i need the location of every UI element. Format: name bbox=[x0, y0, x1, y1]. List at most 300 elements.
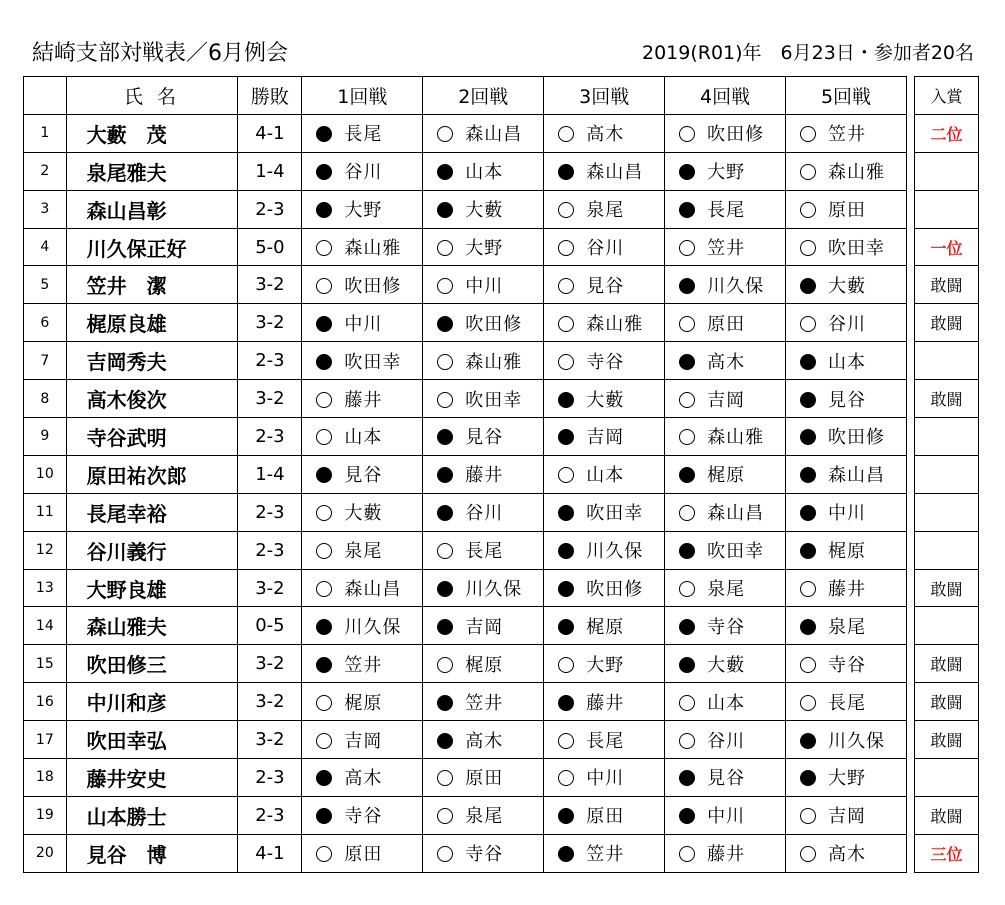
opponent-name: 吉岡 bbox=[828, 806, 867, 828]
black-circle-icon bbox=[800, 543, 816, 559]
game-cell bbox=[423, 152, 544, 190]
black-circle-icon bbox=[437, 467, 453, 483]
award-cell: 敢闘 bbox=[915, 645, 979, 683]
black-circle-icon bbox=[437, 505, 453, 521]
header-record: 勝敗 bbox=[238, 77, 302, 115]
white-circle-icon bbox=[679, 316, 695, 332]
table-row bbox=[24, 683, 907, 721]
game-cell bbox=[544, 342, 665, 380]
game-cell bbox=[665, 266, 786, 304]
player-number: 13 bbox=[24, 569, 67, 607]
player-record: 2-3 bbox=[238, 342, 302, 380]
game-cell bbox=[665, 493, 786, 531]
player-name: 寺谷武明 bbox=[66, 418, 238, 456]
player-record: 3-2 bbox=[238, 683, 302, 721]
game-cell bbox=[786, 796, 907, 834]
game-cell bbox=[786, 607, 907, 645]
white-circle-icon bbox=[679, 240, 695, 256]
award-row bbox=[915, 683, 979, 721]
table-row bbox=[24, 228, 907, 266]
player-name: 谷川義行 bbox=[66, 531, 238, 569]
black-circle-icon bbox=[679, 808, 695, 824]
game-cell bbox=[423, 796, 544, 834]
game-cell bbox=[665, 190, 786, 228]
opponent-name: 中川 bbox=[344, 313, 383, 335]
black-circle-icon bbox=[316, 164, 332, 180]
white-circle-icon bbox=[800, 846, 816, 862]
opponent-name: 吹田幸 bbox=[344, 351, 402, 373]
opponent-name: 藤井 bbox=[344, 389, 383, 411]
award-cell bbox=[915, 759, 979, 797]
award-row bbox=[915, 607, 979, 645]
game-cell bbox=[302, 569, 423, 607]
opponent-name: 泉尾 bbox=[344, 541, 383, 563]
black-circle-icon bbox=[800, 429, 816, 445]
game-cell bbox=[544, 114, 665, 152]
game-cell bbox=[665, 152, 786, 190]
opponent-name: 寺谷 bbox=[707, 616, 746, 638]
opponent-name: 梶原 bbox=[465, 654, 504, 676]
award-cell: 敢闘 bbox=[915, 683, 979, 721]
white-circle-icon bbox=[679, 846, 695, 862]
black-circle-icon bbox=[437, 619, 453, 635]
header-round-5: 5回戦 bbox=[786, 77, 907, 115]
black-circle-icon bbox=[316, 202, 332, 218]
white-circle-icon bbox=[437, 240, 453, 256]
table-row bbox=[24, 152, 907, 190]
opponent-name: 長尾 bbox=[707, 200, 746, 222]
award-row bbox=[915, 569, 979, 607]
game-cell bbox=[302, 455, 423, 493]
game-cell bbox=[544, 531, 665, 569]
game-cell bbox=[423, 228, 544, 266]
award-table bbox=[914, 76, 979, 873]
award-row bbox=[915, 531, 979, 569]
opponent-name: 中川 bbox=[707, 806, 746, 828]
game-cell bbox=[302, 683, 423, 721]
award-cell bbox=[915, 190, 979, 228]
game-cell bbox=[665, 114, 786, 152]
opponent-name: 泉尾 bbox=[465, 806, 504, 828]
award-cell: 敢闘 bbox=[915, 721, 979, 759]
player-name: 吹田修三 bbox=[66, 645, 238, 683]
black-circle-icon bbox=[558, 581, 574, 597]
player-number: 12 bbox=[24, 531, 67, 569]
game-cell bbox=[423, 607, 544, 645]
game-cell bbox=[665, 607, 786, 645]
opponent-name: 吉岡 bbox=[707, 389, 746, 411]
game-cell bbox=[544, 380, 665, 418]
match-table bbox=[23, 76, 907, 873]
game-cell bbox=[302, 380, 423, 418]
player-name: 吉岡秀夫 bbox=[66, 342, 238, 380]
player-number: 2 bbox=[24, 152, 67, 190]
opponent-name: 谷川 bbox=[707, 730, 746, 752]
game-cell bbox=[302, 796, 423, 834]
opponent-name: 見谷 bbox=[344, 465, 383, 487]
game-cell bbox=[665, 228, 786, 266]
black-circle-icon bbox=[679, 770, 695, 786]
game-cell bbox=[665, 796, 786, 834]
game-cell bbox=[544, 796, 665, 834]
opponent-name: 大藪 bbox=[586, 389, 625, 411]
opponent-name: 笠井 bbox=[586, 844, 625, 866]
black-circle-icon bbox=[800, 770, 816, 786]
opponent-name: 大藪 bbox=[465, 200, 504, 222]
white-circle-icon bbox=[800, 581, 816, 597]
award-row bbox=[915, 266, 979, 304]
award-row bbox=[915, 834, 979, 872]
white-circle-icon bbox=[437, 392, 453, 408]
opponent-name: 森山雅 bbox=[586, 313, 644, 335]
game-cell bbox=[544, 683, 665, 721]
game-cell bbox=[786, 418, 907, 456]
opponent-name: 山本 bbox=[707, 692, 746, 714]
game-cell bbox=[786, 569, 907, 607]
player-number: 14 bbox=[24, 607, 67, 645]
game-cell bbox=[302, 834, 423, 872]
opponent-name: 谷川 bbox=[828, 313, 867, 335]
opponent-name: 川久保 bbox=[465, 579, 523, 601]
opponent-name: 森山雅 bbox=[344, 238, 402, 259]
black-circle-icon bbox=[679, 619, 695, 635]
game-cell bbox=[302, 266, 423, 304]
table-row bbox=[24, 493, 907, 531]
game-cell bbox=[302, 342, 423, 380]
white-circle-icon bbox=[679, 695, 695, 711]
opponent-name: 長尾 bbox=[344, 124, 383, 146]
player-record: 2-3 bbox=[238, 493, 302, 531]
black-circle-icon bbox=[316, 770, 332, 786]
game-cell bbox=[302, 759, 423, 797]
opponent-name: 大野 bbox=[707, 162, 746, 184]
opponent-name: 大野 bbox=[465, 238, 504, 259]
award-cell bbox=[915, 607, 979, 645]
award-row bbox=[915, 455, 979, 493]
table-row bbox=[24, 114, 907, 152]
black-circle-icon bbox=[316, 126, 332, 142]
white-circle-icon bbox=[316, 278, 332, 294]
black-circle-icon bbox=[679, 543, 695, 559]
award-header-row bbox=[915, 77, 979, 115]
award-row bbox=[915, 228, 979, 266]
black-circle-icon bbox=[558, 505, 574, 521]
opponent-name: 山本 bbox=[828, 351, 867, 373]
white-circle-icon bbox=[800, 164, 816, 180]
game-cell bbox=[786, 721, 907, 759]
black-circle-icon bbox=[437, 429, 453, 445]
award-cell: 敢闘 bbox=[915, 796, 979, 834]
opponent-name: 寺谷 bbox=[828, 654, 867, 676]
opponent-name: 吹田修 bbox=[344, 275, 402, 297]
award-cell: 二位 bbox=[915, 114, 979, 152]
black-circle-icon bbox=[558, 846, 574, 862]
opponent-name: 川久保 bbox=[586, 541, 644, 563]
game-cell bbox=[544, 190, 665, 228]
black-circle-icon bbox=[437, 316, 453, 332]
player-record: 2-3 bbox=[238, 418, 302, 456]
opponent-name: 梶原 bbox=[586, 616, 625, 638]
game-cell bbox=[423, 190, 544, 228]
player-number: 6 bbox=[24, 304, 67, 342]
game-cell bbox=[665, 683, 786, 721]
player-number: 7 bbox=[24, 342, 67, 380]
white-circle-icon bbox=[437, 770, 453, 786]
table-row bbox=[24, 607, 907, 645]
opponent-name: 原田 bbox=[586, 806, 625, 828]
header-award: 入賞 bbox=[915, 77, 979, 115]
opponent-name: 梶原 bbox=[344, 692, 383, 714]
black-circle-icon bbox=[316, 316, 332, 332]
white-circle-icon bbox=[316, 846, 332, 862]
player-name: 森山雅夫 bbox=[66, 607, 238, 645]
black-circle-icon bbox=[437, 581, 453, 597]
white-circle-icon bbox=[558, 240, 574, 256]
player-record: 3-2 bbox=[238, 266, 302, 304]
opponent-name: 藤井 bbox=[707, 844, 746, 866]
player-name: 中川和彦 bbox=[66, 683, 238, 721]
opponent-name: 見谷 bbox=[828, 389, 867, 411]
game-cell bbox=[786, 266, 907, 304]
header-name: 氏名 bbox=[66, 77, 238, 115]
white-circle-icon bbox=[558, 278, 574, 294]
black-circle-icon bbox=[800, 733, 816, 749]
white-circle-icon bbox=[316, 505, 332, 521]
white-circle-icon bbox=[800, 657, 816, 673]
player-name: 大藪 茂 bbox=[66, 114, 238, 152]
game-cell bbox=[665, 569, 786, 607]
game-cell bbox=[786, 342, 907, 380]
opponent-name: 原田 bbox=[707, 313, 746, 335]
white-circle-icon bbox=[679, 392, 695, 408]
player-number: 9 bbox=[24, 418, 67, 456]
player-number: 5 bbox=[24, 266, 67, 304]
player-number: 4 bbox=[24, 228, 67, 266]
player-record: 2-3 bbox=[238, 190, 302, 228]
player-record: 3-2 bbox=[238, 380, 302, 418]
player-name: 梶原良雄 bbox=[66, 304, 238, 342]
player-number: 18 bbox=[24, 759, 67, 797]
award-cell: 敢闘 bbox=[915, 304, 979, 342]
opponent-name: 原田 bbox=[828, 200, 867, 222]
game-cell bbox=[786, 114, 907, 152]
white-circle-icon bbox=[679, 126, 695, 142]
game-cell bbox=[544, 266, 665, 304]
player-name: 大野良雄 bbox=[66, 569, 238, 607]
white-circle-icon bbox=[679, 733, 695, 749]
award-cell bbox=[915, 152, 979, 190]
black-circle-icon bbox=[800, 354, 816, 370]
opponent-name: 吹田修 bbox=[465, 313, 523, 335]
opponent-name: 吹田修 bbox=[828, 427, 886, 449]
game-cell bbox=[665, 834, 786, 872]
award-row bbox=[915, 493, 979, 531]
opponent-name: 森山雅 bbox=[707, 427, 765, 449]
black-circle-icon bbox=[800, 392, 816, 408]
black-circle-icon bbox=[679, 278, 695, 294]
player-number: 3 bbox=[24, 190, 67, 228]
game-cell bbox=[544, 569, 665, 607]
award-cell: 三位 bbox=[915, 834, 979, 872]
game-cell bbox=[544, 493, 665, 531]
black-circle-icon bbox=[679, 202, 695, 218]
table-row bbox=[24, 266, 907, 304]
game-cell bbox=[423, 645, 544, 683]
header-round-2: 2回戦 bbox=[423, 77, 544, 115]
opponent-name: 寺谷 bbox=[586, 351, 625, 373]
player-name: 泉尾雅夫 bbox=[66, 152, 238, 190]
opponent-name: 原田 bbox=[465, 768, 504, 790]
white-circle-icon bbox=[316, 392, 332, 408]
game-cell bbox=[423, 569, 544, 607]
black-circle-icon bbox=[437, 164, 453, 180]
game-cell bbox=[786, 683, 907, 721]
game-cell bbox=[786, 152, 907, 190]
opponent-name: 森山昌 bbox=[465, 124, 523, 146]
opponent-name: 森山昌 bbox=[344, 579, 402, 601]
award-row bbox=[915, 114, 979, 152]
game-cell bbox=[544, 455, 665, 493]
white-circle-icon bbox=[316, 581, 332, 597]
opponent-name: 吉岡 bbox=[586, 427, 625, 449]
opponent-name: 高木 bbox=[586, 124, 625, 146]
opponent-name: 谷川 bbox=[465, 503, 504, 525]
white-circle-icon bbox=[679, 581, 695, 597]
game-cell bbox=[423, 683, 544, 721]
game-cell bbox=[302, 721, 423, 759]
player-record: 4-1 bbox=[238, 834, 302, 872]
black-circle-icon bbox=[679, 164, 695, 180]
opponent-name: 高木 bbox=[344, 768, 383, 790]
opponent-name: 笠井 bbox=[465, 692, 504, 714]
black-circle-icon bbox=[800, 278, 816, 294]
table-row bbox=[24, 190, 907, 228]
player-number: 10 bbox=[24, 455, 67, 493]
opponent-name: 中川 bbox=[465, 275, 504, 297]
header-round-1: 1回戦 bbox=[302, 77, 423, 115]
award-row bbox=[915, 721, 979, 759]
game-cell bbox=[544, 721, 665, 759]
black-circle-icon bbox=[679, 467, 695, 483]
game-cell bbox=[786, 304, 907, 342]
player-number: 17 bbox=[24, 721, 67, 759]
game-cell bbox=[423, 304, 544, 342]
table-row bbox=[24, 796, 907, 834]
player-record: 2-3 bbox=[238, 759, 302, 797]
game-cell bbox=[786, 493, 907, 531]
white-circle-icon bbox=[437, 808, 453, 824]
table-row bbox=[24, 380, 907, 418]
game-cell bbox=[665, 304, 786, 342]
opponent-name: 大野 bbox=[586, 654, 625, 676]
opponent-name: 高木 bbox=[707, 351, 746, 373]
header-number bbox=[24, 77, 67, 115]
opponent-name: 森山雅 bbox=[465, 351, 523, 373]
white-circle-icon bbox=[558, 316, 574, 332]
white-circle-icon bbox=[558, 657, 574, 673]
opponent-name: 山本 bbox=[344, 427, 383, 449]
player-name: 森山昌彰 bbox=[66, 190, 238, 228]
opponent-name: 泉尾 bbox=[828, 616, 867, 638]
opponent-name: 笠井 bbox=[828, 124, 867, 146]
table-row bbox=[24, 569, 907, 607]
black-circle-icon bbox=[800, 505, 816, 521]
white-circle-icon bbox=[558, 202, 574, 218]
game-cell bbox=[302, 418, 423, 456]
player-number: 20 bbox=[24, 834, 67, 872]
opponent-name: 吉岡 bbox=[465, 616, 504, 638]
game-cell bbox=[786, 455, 907, 493]
game-cell bbox=[786, 190, 907, 228]
opponent-name: 川久保 bbox=[344, 616, 402, 638]
opponent-name: 吹田幸 bbox=[586, 503, 644, 525]
opponent-name: 寺谷 bbox=[344, 806, 383, 828]
opponent-name: 森山昌 bbox=[707, 503, 765, 525]
game-cell bbox=[544, 834, 665, 872]
game-cell bbox=[302, 304, 423, 342]
opponent-name: 梶原 bbox=[707, 465, 746, 487]
table-row bbox=[24, 455, 907, 493]
black-circle-icon bbox=[558, 164, 574, 180]
white-circle-icon bbox=[558, 733, 574, 749]
game-cell bbox=[302, 607, 423, 645]
game-cell bbox=[423, 418, 544, 456]
opponent-name: 吉岡 bbox=[344, 730, 383, 752]
black-circle-icon bbox=[558, 808, 574, 824]
black-circle-icon bbox=[800, 467, 816, 483]
award-row bbox=[915, 796, 979, 834]
award-cell: 敢闘 bbox=[915, 380, 979, 418]
opponent-name: 泉尾 bbox=[586, 200, 625, 222]
player-name: 山本勝士 bbox=[66, 796, 238, 834]
player-record: 1-4 bbox=[238, 455, 302, 493]
black-circle-icon bbox=[558, 695, 574, 711]
game-cell bbox=[665, 645, 786, 683]
game-cell bbox=[423, 114, 544, 152]
game-cell bbox=[302, 190, 423, 228]
award-row bbox=[915, 645, 979, 683]
opponent-name: 川久保 bbox=[707, 275, 765, 297]
game-cell bbox=[786, 759, 907, 797]
opponent-name: 吹田修 bbox=[707, 124, 765, 146]
player-record: 1-4 bbox=[238, 152, 302, 190]
opponent-name: 吹田幸 bbox=[707, 541, 765, 563]
opponent-name: 川久保 bbox=[828, 730, 886, 752]
award-row bbox=[915, 190, 979, 228]
header-row bbox=[24, 77, 907, 115]
player-record: 2-3 bbox=[238, 796, 302, 834]
opponent-name: 中川 bbox=[586, 768, 625, 790]
opponent-name: 寺谷 bbox=[465, 844, 504, 866]
black-circle-icon bbox=[316, 354, 332, 370]
player-name: 見谷 博 bbox=[66, 834, 238, 872]
game-cell bbox=[665, 455, 786, 493]
opponent-name: 森山昌 bbox=[828, 465, 886, 487]
award-row bbox=[915, 304, 979, 342]
black-circle-icon bbox=[800, 619, 816, 635]
opponent-name: 山本 bbox=[465, 162, 504, 184]
opponent-name: 笠井 bbox=[344, 654, 383, 676]
opponent-name: 見谷 bbox=[465, 427, 504, 449]
player-record: 3-2 bbox=[238, 721, 302, 759]
award-cell bbox=[915, 455, 979, 493]
white-circle-icon bbox=[316, 429, 332, 445]
header-round-3: 3回戦 bbox=[544, 77, 665, 115]
game-cell bbox=[302, 228, 423, 266]
black-circle-icon bbox=[558, 429, 574, 445]
white-circle-icon bbox=[800, 808, 816, 824]
black-circle-icon bbox=[316, 808, 332, 824]
